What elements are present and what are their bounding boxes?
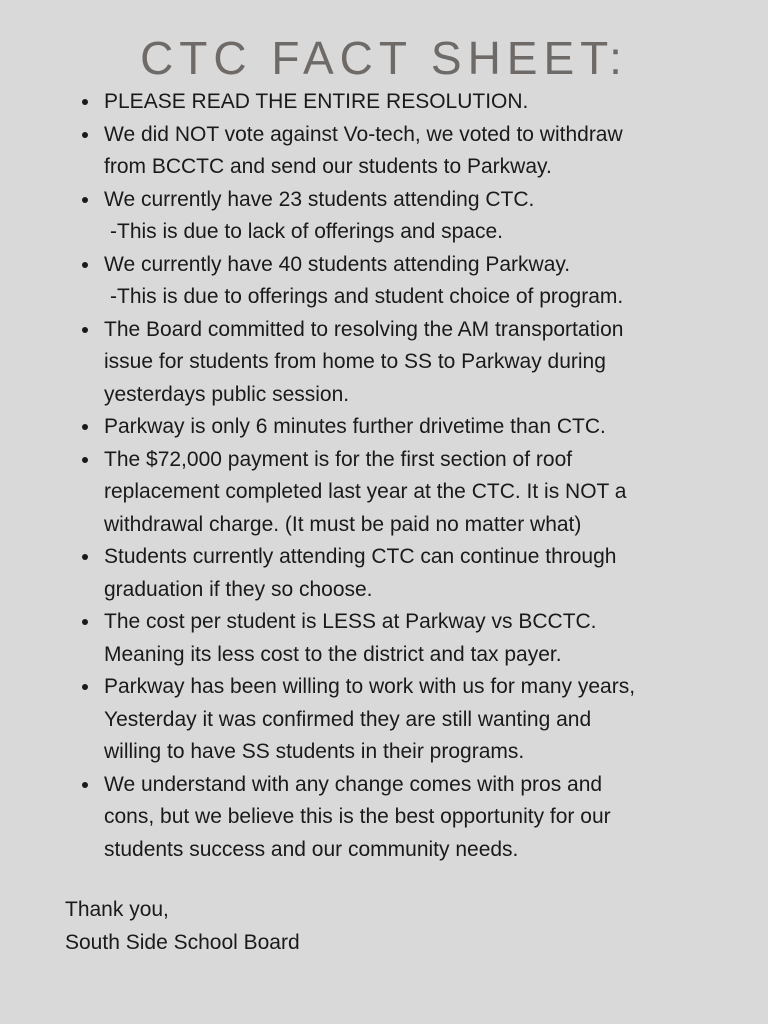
fact-list xyxy=(64,86,764,866)
fact-note: -This is due to offerings and student choice of program. xyxy=(110,285,624,308)
fact-item xyxy=(104,119,764,184)
fact-line: cons, but we believe this is the best opportunity for our xyxy=(104,805,611,828)
fact-line: We did NOT vote against Vo-tech, we voted to withdraw xyxy=(104,122,623,146)
fact-line: We currently have 23 students attending CTC. xyxy=(104,187,535,211)
fact-item xyxy=(104,184,764,249)
fact-line: The Board committed to resolving the AM transportation xyxy=(104,317,624,341)
fact-line: from BCCTC and send our students to Parkway. xyxy=(104,155,552,178)
fact-line: We currently have 40 students attending Parkway. xyxy=(104,252,571,276)
fact-line: withdrawal charge. (It must be paid no matter what) xyxy=(104,512,582,536)
fact-line: replacement completed last year at the CTC. It is NOT a xyxy=(104,480,627,503)
fact-line: graduation if they so choose. xyxy=(104,577,373,601)
fact-line: willing to have SS students in their programs. xyxy=(104,740,525,763)
fact-item xyxy=(104,606,764,671)
fact-item xyxy=(104,769,764,867)
fact-item xyxy=(104,411,764,444)
fact-line: Parkway is only 6 minutes further drivetime than CTC. xyxy=(104,415,606,438)
fact-line: The cost per student is LESS at Parkway vs BCCTC. xyxy=(104,610,597,633)
fact-item xyxy=(104,249,764,314)
fact-item xyxy=(104,541,764,606)
fact-line: yesterdays public session. xyxy=(104,382,350,406)
fact-line: Yesterday it was confirmed they are still wanting and xyxy=(104,707,592,731)
fact-line: issue for students from home to SS to Parkway during xyxy=(104,350,606,373)
signature-signer: South Side School Board xyxy=(65,930,300,954)
fact-note: -This is due to lack of offerings and space. xyxy=(110,220,503,243)
fact-line: students success and our community needs. xyxy=(104,837,519,861)
fact-item xyxy=(104,671,764,769)
fact-line: PLEASE READ THE ENTIRE RESOLUTION. xyxy=(104,90,529,113)
fact-line: Meaning its less cost to the district and tax payer. xyxy=(104,642,562,666)
fact-item xyxy=(104,314,764,412)
fact-line: Parkway has been willing to work with us for many years, xyxy=(104,675,636,698)
page-title: CTC FACT SHEET: xyxy=(140,32,628,84)
fact-line: Students currently attending CTC can continue through xyxy=(104,545,617,568)
fact-item xyxy=(104,86,764,119)
signature-block xyxy=(65,894,300,959)
fact-line: We understand with any change comes with pros and xyxy=(104,772,603,796)
fact-line: The $72,000 payment is for the first section of roof xyxy=(104,447,573,471)
signature-closing: Thank you, xyxy=(65,898,169,921)
fact-item xyxy=(104,444,764,542)
